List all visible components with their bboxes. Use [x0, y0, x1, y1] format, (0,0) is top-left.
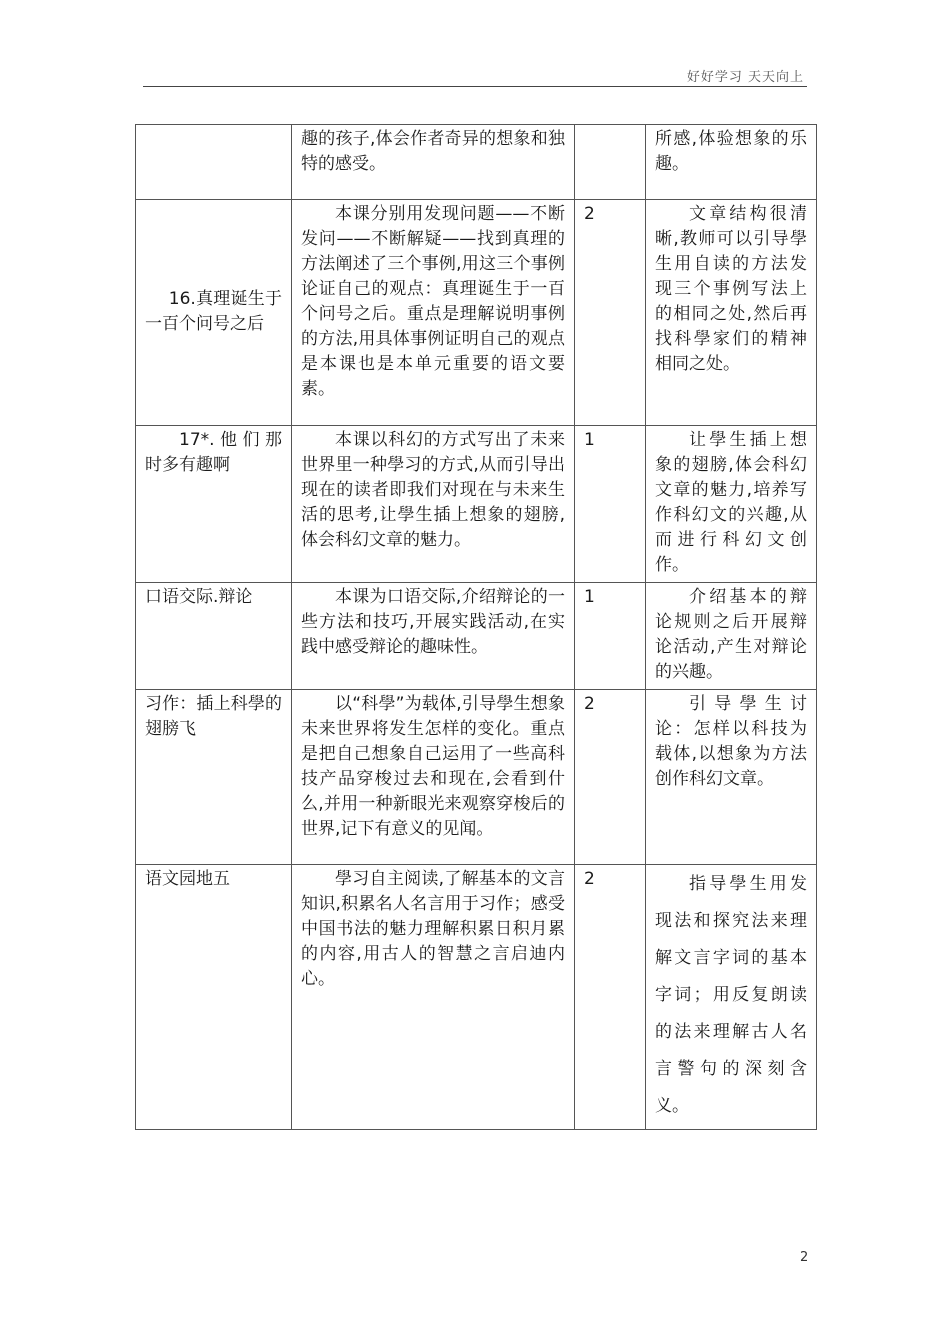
lesson-content-cell: 本课以科幻的方式写出了未来世界里一种學习的方式,从而引导出现在的读者即我们对现在与未来生活的思考,让學生插上想象的翅膀,体会科幻文章的魅力。 [292, 426, 575, 583]
header-rule [143, 86, 807, 87]
table-row [136, 583, 817, 690]
lesson-content-cell: 本课为口语交际,介绍辩论的一些方法和技巧,开展实践活动,在实践中感受辩论的趣味性。 [292, 583, 575, 690]
lesson-title-cell: 习作：插上科學的翅膀飞 [136, 690, 292, 865]
lesson-method-cell: 介绍基本的辩论规则之后开展辩论活动,产生对辩论的兴趣。 [646, 583, 817, 690]
lesson-method-cell: 让學生插上想象的翅膀,体会科幻文章的魅力,培养写作科幻文的兴趣,从而进行科幻文创作。 [646, 426, 817, 583]
lesson-content-cell: 以“科學”为载体,引导學生想象未来世界将发生怎样的变化。重点是把自己想象自己运用了一些高科技产品穿梭过去和现在,会看到什么,并用一种新眼光来观察穿梭后的世界,记下有意义的见闻。 [292, 690, 575, 865]
page-number: 2 [800, 1250, 809, 1265]
running-header: 好好学习 天天向上 [686, 70, 804, 85]
lesson-title-cell: 口语交际.辩论 [136, 583, 292, 690]
lesson-hours-cell: 1 [575, 583, 646, 690]
table-row [136, 690, 817, 865]
lesson-hours-cell: 2 [575, 200, 646, 426]
lesson-method-cell: 引导學生讨论：怎样以科技为载体,以想象为方法创作科幻文章。 [646, 690, 817, 865]
lesson-hours-cell: 1 [575, 426, 646, 583]
table-row [136, 200, 817, 426]
lesson-method-cell: 所感,体验想象的乐趣。 [646, 125, 817, 200]
lesson-content-cell: 趣的孩子,体会作者奇异的想象和独特的感受。 [292, 125, 575, 200]
lesson-title-cell: 17*.他们那时多有趣啊 [136, 426, 292, 583]
lesson-hours-cell: 2 [575, 690, 646, 865]
lesson-title-cell: 16.真理诞生于一百个问号之后 [136, 200, 292, 426]
lesson-hours-cell [575, 125, 646, 200]
lesson-plan-table [135, 124, 817, 1130]
table-row [136, 426, 817, 583]
lesson-method-cell: 文章结构很清晰,教师可以引导學生用自读的方法发现三个事例写法上的相同之处,然后再找科學家们的精神相同之处。 [646, 200, 817, 426]
lesson-content-cell: 本课分别用发现问题——不断发问——不断解疑——找到真理的方法阐述了三个事例,用这三个事例论证自己的观点：真理诞生于一百个问号之后。重点是理解说明事例的方法,用具体事例证明自己的观点是本课也是本单元重要的语文要素。 [292, 200, 575, 426]
table-row [136, 865, 817, 1130]
lesson-title-cell: 语文园地五 [136, 865, 292, 1130]
lesson-title-cell [136, 125, 292, 200]
lesson-method-cell: 指导學生用发现法和探究法来理解文言字词的基本字词；用反复朗读的法来理解古人名言警句的深刻含义。 [646, 865, 817, 1130]
lesson-content-cell: 學习自主阅读,了解基本的文言知识,积累名人名言用于习作；感受中国书法的魅力理解积累日积月累的内容,用古人的智慧之言启迪内心。 [292, 865, 575, 1130]
table-row [136, 125, 817, 200]
lesson-hours-cell: 2 [575, 865, 646, 1130]
